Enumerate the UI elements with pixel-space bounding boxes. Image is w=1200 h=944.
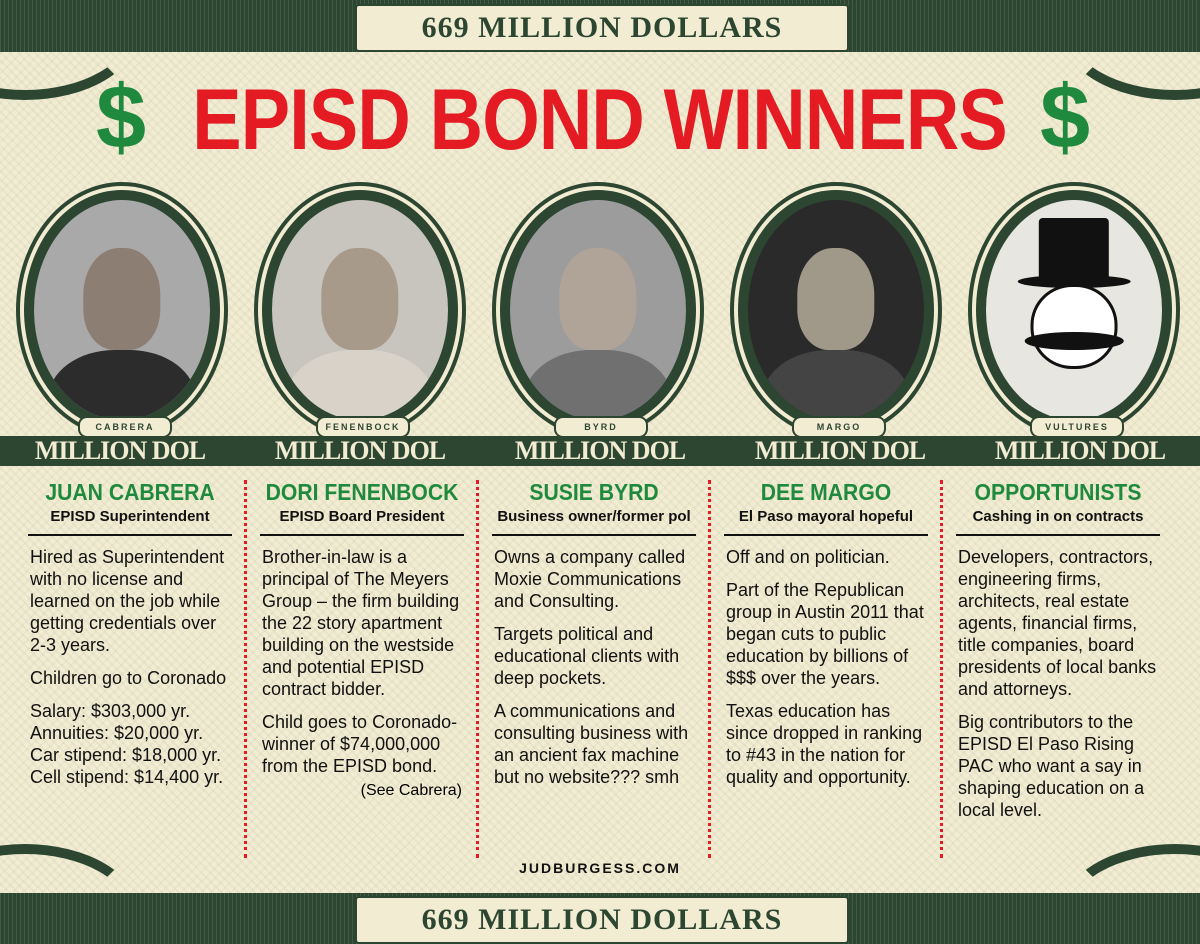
- bottom-ribbon: 669 MILLION DOLLARS: [355, 896, 849, 944]
- column-divider: [940, 480, 943, 858]
- column-body: [252, 546, 472, 777]
- portrait-vultures: [970, 188, 1190, 438]
- column-name: JUAN CABRERA: [45, 479, 215, 505]
- column-body: [716, 546, 936, 788]
- strip-text: MILLION DOL: [514, 436, 686, 465]
- portrait-head: [797, 248, 874, 349]
- portrait-frame: [976, 190, 1172, 430]
- cartoon-face: [1031, 284, 1118, 369]
- column-rule: [260, 534, 464, 536]
- column-paragraph: A communications and consulting business with an ancient fax machine but no website??? smh: [494, 701, 689, 787]
- portrait-photo: [510, 200, 686, 420]
- portrait-frame: [738, 190, 934, 430]
- top-hat-icon: [1039, 218, 1109, 280]
- page-title: EPISD BOND WINNERS: [192, 72, 1008, 168]
- column-role: EPISD Superintendent: [50, 508, 210, 525]
- portrait-head: [559, 248, 636, 349]
- dollar-sign-icon: $: [1040, 68, 1091, 168]
- column-divider: [708, 480, 711, 858]
- monopoly-man-illustration: [986, 200, 1162, 420]
- winner-columns: [20, 474, 1180, 884]
- column-body: [948, 546, 1168, 821]
- portrait-shoulders: [762, 350, 910, 420]
- column-margo: [716, 474, 936, 884]
- column-rule: [492, 534, 696, 536]
- portrait-byrd: [494, 188, 714, 438]
- column-paragraph: Off and on politician.: [726, 547, 890, 567]
- column-body: [484, 546, 704, 788]
- column-paragraph: Child goes to Coronado- winner of $74,000,000 from the EPISD bond.: [262, 712, 458, 776]
- column-role: El Paso mayoral hopeful: [738, 508, 914, 525]
- portrait-head: [321, 248, 398, 349]
- column-paragraph: Part of the Republican group in Austin 2011 that began cuts to public education by billions of $$$ over the years.: [726, 580, 924, 688]
- column-paragraph: Brother-in-law is a principal of The Meyers Group – the firm building the 22 story apartment building on the westside and potential EPISD contract bidder.: [262, 547, 460, 699]
- column-rule: [28, 534, 232, 536]
- column-paragraph: Owns a company called Moxie Communications and Consulting.: [494, 547, 686, 611]
- portrait-cabrera: [18, 188, 238, 438]
- column-paragraph: Hired as Superintendent with no license and learned on the job while getting credentials over 2-3 years.: [30, 547, 225, 655]
- column-paragraph: Big contributors to the EPISD El Paso Rising PAC who want a say in shaping education on a local level.: [958, 712, 1145, 820]
- portrait-shoulders: [48, 350, 196, 420]
- column-paragraph: Targets political and educational clients with deep pockets.: [494, 624, 680, 688]
- dollar-sign-icon: $: [96, 68, 147, 168]
- column-note: (See Cabrera): [360, 782, 462, 799]
- portrait-photo: [748, 200, 924, 420]
- column-fenenbock: [252, 474, 472, 884]
- column-rule: [956, 534, 1160, 536]
- column-paragraph: Texas education has since dropped in ranking to #43 in the nation for quality and opportunity.: [726, 701, 923, 787]
- column-name: SUSIE BYRD: [529, 479, 659, 505]
- column-cabrera: [20, 474, 240, 884]
- portrait-shoulders: [286, 350, 434, 420]
- title-row: [0, 70, 1200, 170]
- portrait-margo: [732, 188, 952, 438]
- column-name: DORI FENENBOCK: [265, 479, 459, 505]
- portrait-nameplate: MARGO: [792, 416, 886, 438]
- column-role: Business owner/former pol: [497, 508, 691, 525]
- portrait-nameplate: BYRD: [554, 416, 648, 438]
- portrait-frame: [262, 190, 458, 430]
- column-name: DEE MARGO: [760, 479, 892, 505]
- column-paragraph: Salary: $303,000 yr. Annuities: $20,000 yr. Car stipend: $18,000 yr. Cell stipend: $14,400 yr.: [30, 701, 224, 787]
- column-rule: [724, 534, 928, 536]
- column-body: [20, 546, 240, 788]
- column-paragraph: Developers, contractors, engineering firms, architects, real estate agents, financial firms, title companies, board presidents of local banks and attorneys.: [958, 547, 1157, 699]
- column-role: EPISD Board President: [279, 508, 445, 525]
- strip-text: MILLION DOL: [994, 436, 1166, 465]
- column-name: OPPORTUNISTS: [974, 479, 1142, 505]
- portrait-head: [83, 248, 160, 349]
- portrait-photo: [34, 200, 210, 420]
- portrait-photo: [272, 200, 448, 420]
- portrait-nameplate: VULTURES: [1030, 416, 1124, 438]
- portrait-nameplate: FENENBOCK: [316, 416, 410, 438]
- portrait-fenenbock: [256, 188, 476, 438]
- top-ribbon: 669 MILLION DOLLARS: [355, 4, 849, 52]
- portrait-nameplate: CABRERA: [78, 416, 172, 438]
- column-divider: [244, 480, 247, 858]
- site-credit: JUDBURGESS.COM: [519, 860, 681, 876]
- column-opportunists: [948, 474, 1168, 884]
- mustache-icon: [1025, 332, 1124, 350]
- column-role: Cashing in on contracts: [972, 508, 1144, 525]
- portrait-frame: [24, 190, 220, 430]
- portrait-shoulders: [524, 350, 672, 420]
- strip-text: MILLION DOL: [754, 436, 926, 465]
- million-dollar-strip: [0, 436, 1200, 466]
- portrait-frame: [500, 190, 696, 430]
- strip-text: MILLION DOL: [274, 436, 446, 465]
- column-divider: [476, 480, 479, 858]
- column-byrd: [484, 474, 704, 884]
- strip-text: MILLION DOL: [34, 436, 206, 465]
- column-paragraph: Children go to Coronado: [30, 668, 227, 688]
- portrait-strip: [0, 188, 1200, 438]
